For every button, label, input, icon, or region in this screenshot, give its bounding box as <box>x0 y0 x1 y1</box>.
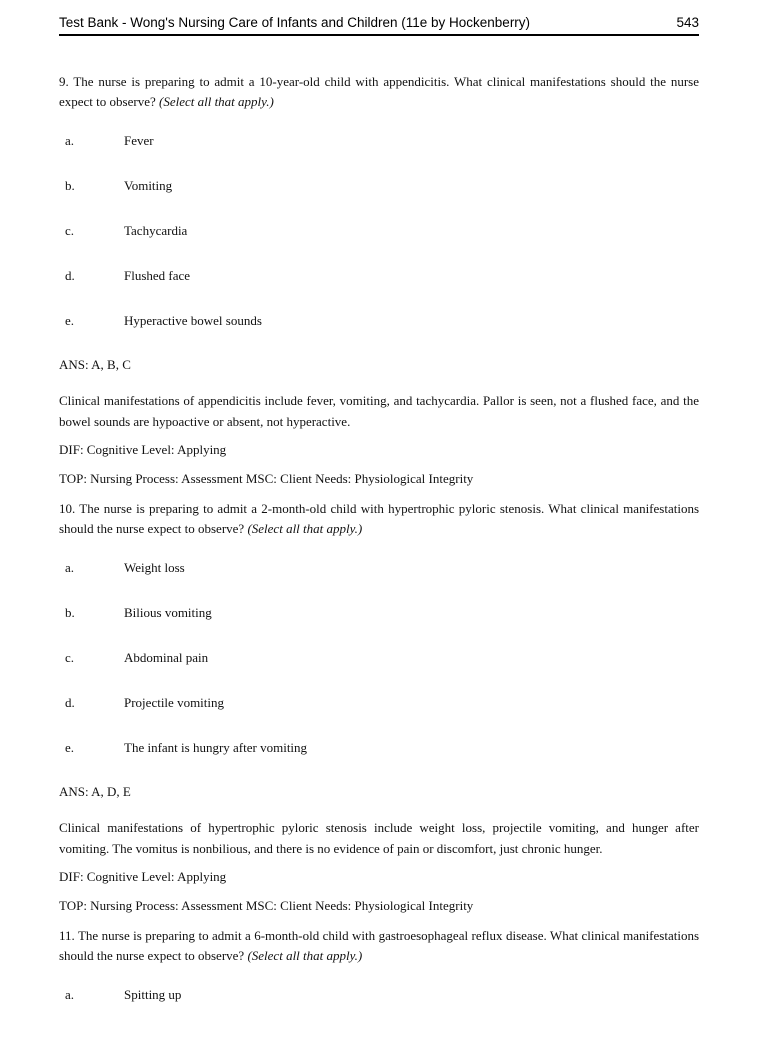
options-list <box>59 559 699 756</box>
option-letter: b. <box>65 605 75 620</box>
top-line: TOP: Nursing Process: Assessment MSC: Client Needs: Physiological Integrity <box>59 898 474 913</box>
dif-line: DIF: Cognitive Level: Applying <box>59 869 227 884</box>
option-text: Tachycardia <box>124 223 188 238</box>
option-letter: c. <box>65 650 75 665</box>
option-row <box>59 986 699 1003</box>
option-text: Spitting up <box>124 987 182 1002</box>
select-all-note: (Select all that apply.) <box>158 94 274 109</box>
option-text: The infant is hungry after vomiting <box>124 740 308 755</box>
question-stem <box>59 72 699 112</box>
option-row <box>59 132 699 149</box>
option-letter: c. <box>65 223 75 238</box>
option-text: Projectile vomiting <box>124 695 225 710</box>
option-row <box>59 267 699 284</box>
page-number: 543 <box>676 15 699 30</box>
rationale-text: Clinical manifestations of hypertrophic pyloric stenosis include weight loss, projectile vomiting, and hunger after vomiting. The vomitus is nonbilious, and there is no evidence of pain or discomfort, just chronic hunger. <box>59 820 699 856</box>
option-text: Vomiting <box>124 178 173 193</box>
option-row <box>59 694 699 711</box>
option-letter: e. <box>65 313 75 328</box>
option-row <box>59 739 699 756</box>
option-letter: e. <box>65 740 75 755</box>
option-letter: d. <box>65 695 75 710</box>
option-row <box>59 177 699 194</box>
option-letter: b. <box>65 178 75 193</box>
option-row <box>59 604 699 621</box>
question-stem-text: 10. The nurse is preparing to admit a 2-month-old child with hypertrophic pyloric stenosis. What clinical manifestations should the nurse expect to observe? <box>59 501 699 536</box>
option-row <box>59 559 699 576</box>
question-stem <box>59 499 699 539</box>
answer-line: ANS: A, B, C <box>59 357 131 372</box>
rationale-text: Clinical manifestations of appendicitis include fever, vomiting, and tachycardia. Pallor is seen, not a flushed face, and the bowel sounds are hypoactive or absent, not hyperactive. <box>59 393 699 429</box>
option-letter: d. <box>65 268 75 283</box>
option-text: Hyperactive bowel sounds <box>124 313 262 328</box>
option-text: Weight loss <box>124 560 185 575</box>
option-text: Abdominal pain <box>124 650 209 665</box>
top-line: TOP: Nursing Process: Assessment MSC: Client Needs: Physiological Integrity <box>59 471 474 486</box>
option-row <box>59 312 699 329</box>
options-list <box>59 132 699 329</box>
question-10 <box>59 499 699 914</box>
option-letter: a. <box>65 987 75 1002</box>
select-all-note: (Select all that apply.) <box>247 521 363 536</box>
option-letter: a. <box>65 133 75 148</box>
dif-line: DIF: Cognitive Level: Applying <box>59 442 227 457</box>
select-all-note: (Select all that apply.) <box>247 948 363 963</box>
option-text: Fever <box>124 133 154 148</box>
option-letter: a. <box>65 560 75 575</box>
option-text: Flushed face <box>124 268 191 283</box>
page-header <box>59 0 699 36</box>
question-stem-text: 9. The nurse is preparing to admit a 10-year-old child with appendicitis. What clinical manifestations should the nurse expect to observe? <box>59 74 699 109</box>
option-text: Bilious vomiting <box>124 605 212 620</box>
question-11 <box>59 926 699 1003</box>
question-stem <box>59 926 699 966</box>
options-list <box>59 986 699 1003</box>
answer-line: ANS: A, D, E <box>59 784 131 799</box>
question-9 <box>59 72 699 487</box>
option-row <box>59 649 699 666</box>
question-stem-text: 11. The nurse is preparing to admit a 6-month-old child with gastroesophageal reflux disease. What clinical manifestations should the nurse expect to observe? <box>59 928 699 963</box>
header-title: Test Bank - Wong's Nursing Care of Infants and Children (11e by Hockenberry) <box>59 15 531 30</box>
option-row <box>59 222 699 239</box>
